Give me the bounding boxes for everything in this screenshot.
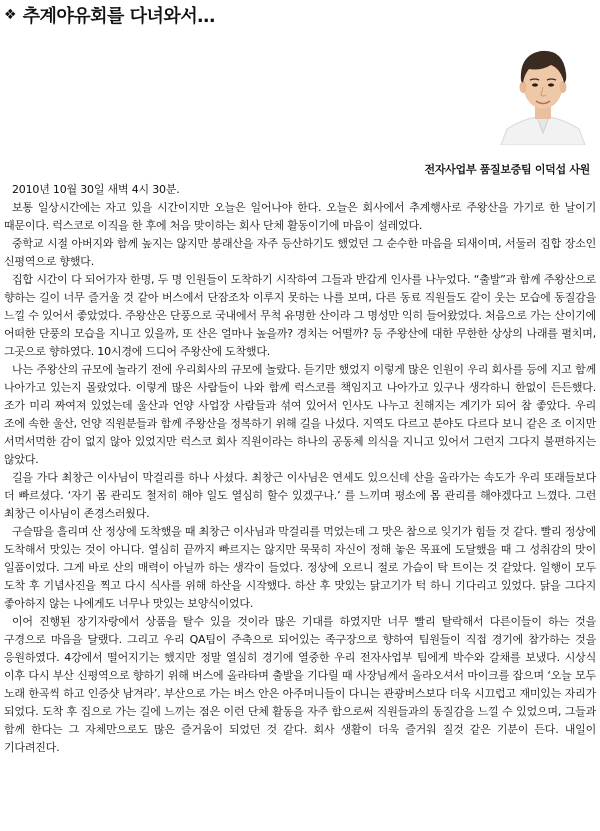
paragraph: 중학교 시절 아버지와 함께 높지는 않지만 봉래산을 자주 등산하기도 했었던 그 순수한 마음을 되새이며, 서둘러 집합 장소인 신평역으로 향했다.	[4, 237, 596, 268]
paragraph: 2010년 10월 30일 새벽 4시 30분.	[12, 183, 180, 196]
header	[4, 2, 215, 28]
paragraph: 집합 시간이 다 되어가자 한명, 두 명 인원들이 도착하기 시작하여 그들과 반갑게 인사를 나누었다. “출발”과 함께 주왕산으로 향하는 길이 너무 즐거울 것 같아 버스에서 단잠조차 이루지 못하는 나를 보며, 다른 동료 직원들도 같이 웃는 모습에 동질감을 느낄 수 있어서 좋았었다. 주왕산은 단풍으로 국내에서 무척 유명한 산이라 그 명성만 익히 들어왔었다. 처음으로 가는 산이기에 어떠한 단풍의 모습을 지니고 있을까, 또 산은 얼마나 높을까? 경치는 어떨까? 등 주왕산에 대한 무한한 상상의 나래를 펼치며, 그곳으로 향하였다. 10시경에 드디어 주왕산에 도착했다.	[4, 273, 596, 358]
paragraph: 보통 일상시간에는 자고 있을 시간이지만 오늘은 일어나야 한다. 오늘은 회사에서 추계행사로 주왕산을 가기로 한 날이기 때문이다. 럭스코로 이직을 한 후에 처음 맞이하는 회사 단체 활동이기에 마음이 설레었다.	[4, 201, 596, 232]
paragraph: 구슬땀을 흘리며 산 정상에 도착했을 때 최창근 이사님과 막걸리를 먹었는데 그 맛은 참으로 잊기가 힘들 것 같다. 빨리 정상에 도착해서 맛있는 것이 아니다. 열심히 끝까지 빠르지는 않지만 묵묵히 자신이 정해 놓은 목표에 도달했을 때 그 성취감의 맛이 일품이었다. 그게 바로 산의 매력이 아닐까 하는 생각이 들었다. 정상에 오르니 절로 가슴이 탁 트이는 것 같았다. 일행이 모두 도착 후 기념사진을 찍고 다시 식사를 위해 하산을 시작했다. 하산 후 맛있는 닭고기가 턱 하니 기다리고 있었다. 닭을 그다지 좋아하지 않는 나에게도 너무나 맛있는 보양식이었다.	[4, 525, 596, 610]
article-title: 추계야유회를 다녀와서…	[22, 6, 215, 27]
paragraph: 나는 주왕산의 규모에 놀라기 전에 우리회사의 규모에 놀랐다. 듣기만 했었지 이렇게 많은 인원이 우리 회사를 등에 지고 함께 나아가고 있는지 몰랐었다. 이렇게 많은 사람들이 나와 함께 럭스코를 책임지고 나아가고 있구나 생각하니 한없이 든든했다. 조가 미리 짜여져 있었는데 울산과 언양 사업장 사람들과 섞여 있어서 인사도 나누고 친해지는 계기가 되어 참 좋았다. 우리 조에 속한 울산, 언양 직원분들과 함께 주왕산을 정복하기 위해 길을 나섰다. 지역도 다르고 분야도 다르다 보니 같은 조 이지만 서먹서먹한 감이 없지 않아 있었지만 럭스코 회사 직원이라는 하나의 공동체 의식을 지니고 있어서 그런지 그다지 불편하지는 않았다.	[4, 363, 596, 466]
author-byline: 전자사업부 품질보증팀 이덕섭 사원	[424, 163, 590, 176]
diamond-bullet-icon: ❖	[4, 7, 17, 23]
portrait-image	[493, 37, 593, 145]
author-photo	[493, 37, 593, 145]
paragraph: 길을 가다 최창근 이사님이 막걸리를 하나 사셨다. 최창근 이사님은 연세도 있으신데 산을 올라가는 속도가 우리 또래들보다 더 빠르셨다. ‘자기 몸 관리도 철저히 해야 일도 열심히 할수 있겠구나.’ 를 느끼며 평소에 몸 관리를 해야겠다고 느꼈다. 그런 최창근 이사님이 존경스러웠다.	[4, 471, 596, 520]
article-body	[4, 181, 596, 757]
paragraph: 이어 진행된 장기자랑에서 상품을 탈수 있을 것이라 많은 기대를 하였지만 너무 빨리 탈락해서 다른이들이 하는 것을 구경으로 마음을 달랬다. 그리고 우리 QA팀이 주축으로 되어있는 족구장으로 향하여 팀원들이 직접 경기에 참가하는 것을 응원하였다. 4강에서 떨어지기는 했지만 정말 열심히 경기에 열중한 우리 전자사업부 팀에게 박수와 갈채를 보냈다. 시상식 이후 다시 부산 신평역으로 향하기 위해 버스에 올라타며 출발을 기다릴 때 사장님께서 올라오셔서 마이크를 잡으며 ‘오늘 모두 노래 한곡씩 하고 인증샷 남겨라’. 부산으로 가는 버스 안은 아주머니들이 다니는 관광버스보다 더욱 시끄럽고 재미있는 자리가 되었다. 도착 후 집으로 가는 길에 느끼는 점은 이런 단체 활동을 자주 함으로써 직원들과의 동질감을 느낄 수 있었으며, 그들과 함께 한다는 그 자체만으로도 많은 즐거움이 되었던 것 같다. 회사 생활이 더욱 즐거워 질것 같은 기분이 든다. 내일이 기다려진다.	[4, 615, 596, 754]
